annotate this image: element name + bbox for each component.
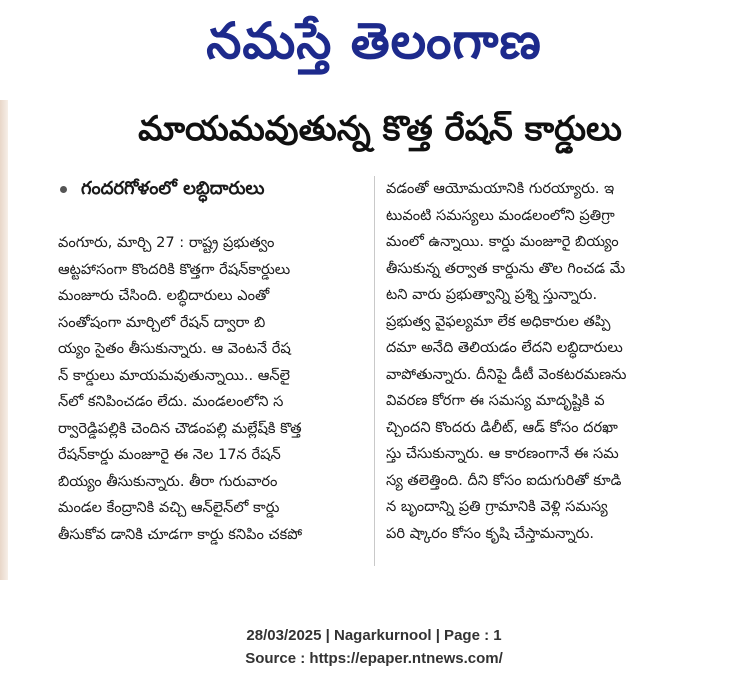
article-column-right [386,176,686,547]
article-line: మంజూరు చేసింది. లబ్ధిదారులు ఎంతో [58,287,270,304]
article-line: మంలో ఉన్నాయి. కార్డు మంజూరై బియ్యం [386,233,619,250]
article-line: బియ్యం తీసుకున్నారు. తీరా గురువారం [58,472,278,490]
article-subheadline [60,172,370,206]
article-line: టని వారు ప్రభుత్వాన్ని ప్రశ్ని స్తున్నారు. [386,286,598,303]
article-line: వంగూరు, మార్చి 27 : రాష్ట్ర ప్రభుత్వం [58,234,275,251]
article-line: పరి ష్కారం కోసం కృషి చేస్తామన్నారు. [386,524,595,542]
article-line: ఆట్టహాసంగా కొందరికి కొత్తగా రేషన్‌కార్డులు [58,260,291,278]
article-line: య్యం సైతం తీసుకున్నారు. ఆ వెంటనే రేష [58,340,291,357]
article-line: వివరణ కోరగా ఈ సమస్య మాదృష్టికి వ [386,392,605,409]
article-line: వడంతో ఆయోమయానికి గురయ్యారు. ఇ [386,180,615,197]
article-line: న్‌లో కనిపించడం లేదు. మండలంలోని స [58,393,284,410]
source-link[interactable]: Source : https://epaper.ntnews.com/ [245,650,503,667]
article-line: టువంటి సమస్యలు మండలంలోని ప్రతిగ్రా [386,206,615,224]
newspaper-masthead: నమస్తే తెలంగాణ [206,12,542,70]
article-line: చ్చిందని కొందరు డిలీట్, ఆడ్ కోసం దరఖా [386,418,618,436]
article-line: సంతోషంగా మార్చిలో రేషన్ ద్వారా బి [58,313,266,331]
article-line: వాపోతున్నారు. దీనిపై డీటీ వెంకటరమణను [386,365,627,383]
adjacent-clipping-edge [0,100,8,580]
article-line: న బృందాన్ని ప్రతి గ్రామానికి వెళ్లి సమస్య [386,498,608,515]
column-divider [374,176,375,566]
article-headline: మాయమవుతున్న కొత్త రేషన్ కార్డులు [138,109,622,149]
article-line: తీసుకున్న తర్వాత కార్డును తొల గించడ మే [386,259,626,277]
article-line: ప్రభుత్వ వైఫల్యమా లేక అధికారుల తప్పి [386,312,611,330]
article-line: తీసుకోవ డానికి చూడగా కార్డు కనిపిం చకపో [58,525,303,543]
bullet-icon [60,186,67,193]
article-line: ర్వారెడ్డిపల్లికి చెందిన చౌడంపల్లి మల్లేష్‌కి కొత్త [58,419,302,437]
article-line: దమా అనేది తెలియడం లేదని లబ్ధిదారులు [386,339,623,356]
article-line: స్తు చేసుకున్నారు. ఆ కారణంగానే ఈ సమ [386,445,619,462]
article-line: రేషన్‌కార్డు మంజూరై ఈ నెల 17న రేషన్ [58,446,281,463]
publication-info: 28/03/2025 | Nagarkurnool | Page : 1 [246,627,502,644]
article-line: స్య తలెత్తింది. దీని కోసం ఐదుగురితో కూడి [386,471,622,489]
article-line: మండల కేంద్రానికి వచ్చి ఆన్‌లైన్‌లో కార్డు [58,499,280,516]
article-line: న్ కార్డులు మాయమవుతున్నాయి.. ఆన్‌లై [58,366,291,384]
subheadline-text: గందరగోళంలో లబ్ధిదారులు [81,178,265,199]
article-column-left [58,230,364,548]
